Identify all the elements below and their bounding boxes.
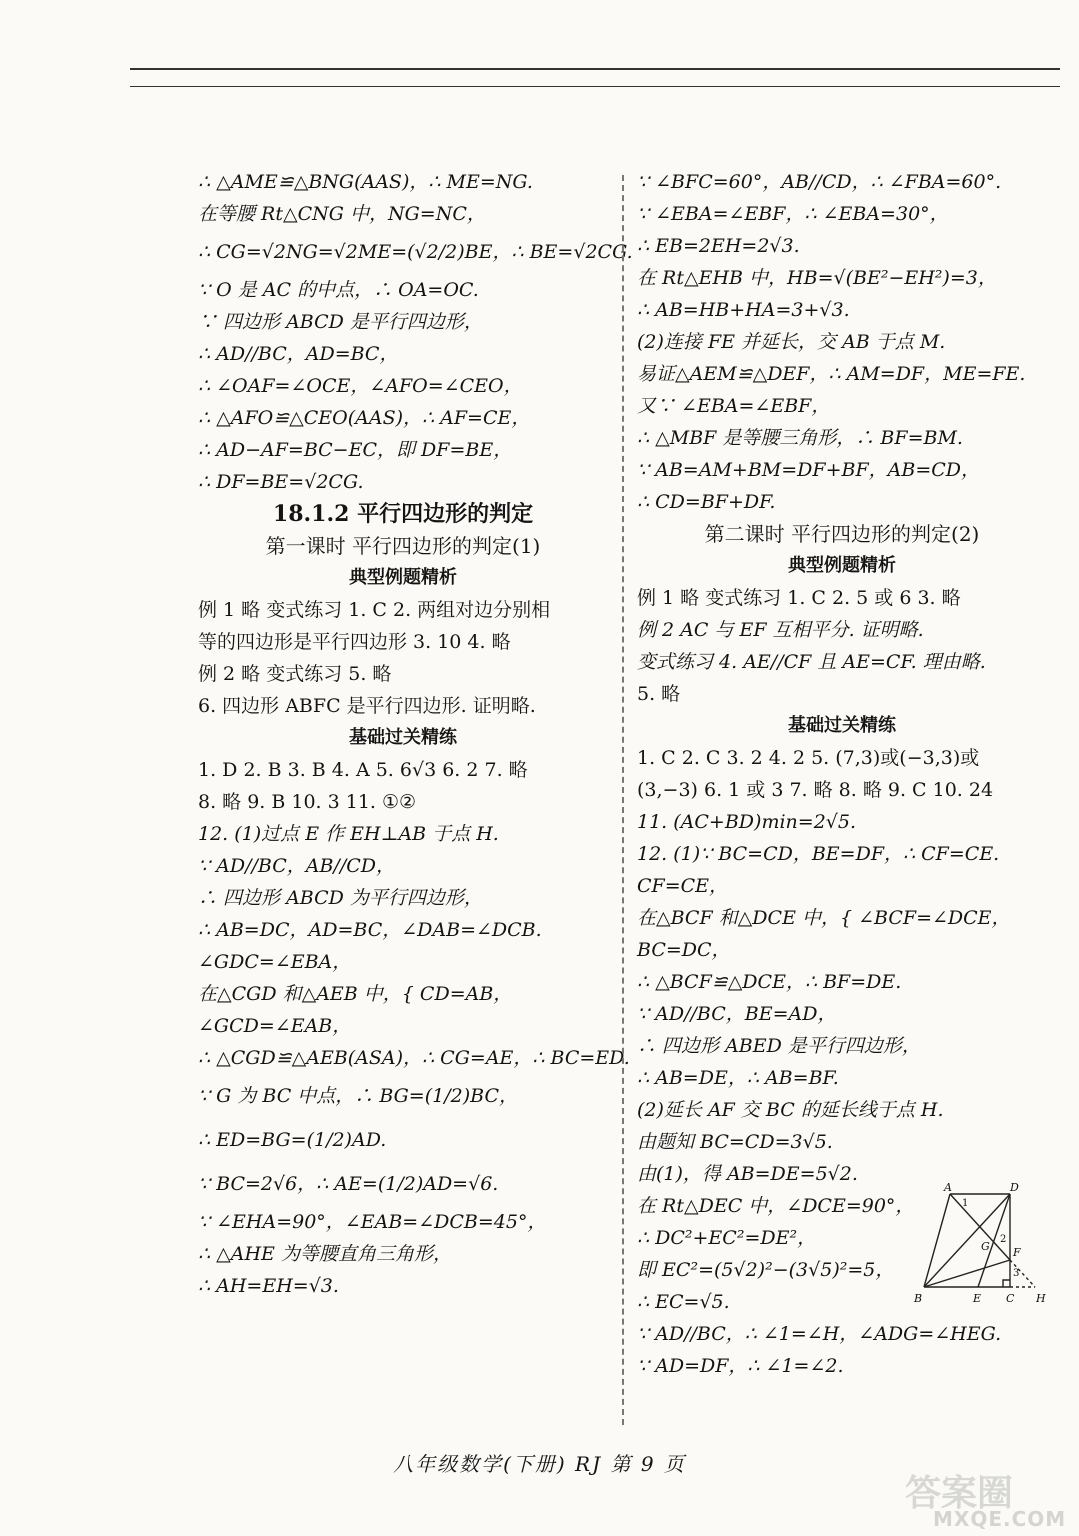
left-column-line: ∴ △AME≌△BNG(AAS)，∴ ME=NG. xyxy=(198,171,533,193)
right-column-line: 即 EC²=(5√2)²−(3√5)²=5， xyxy=(637,1259,895,1281)
right-column-line: ∵ AD//BC，∴ ∠1=∠H，∠ADG=∠HEG. xyxy=(637,1323,1002,1345)
left-column-line: 典型例题精析 xyxy=(349,567,457,588)
fig-label-1: 1 xyxy=(962,1198,969,1209)
right-column-line: ∵ AD=DF，∴ ∠1=∠2. xyxy=(637,1355,844,1377)
right-column-line: (2)延长 AF 交 BC 的延长线于点 H. xyxy=(637,1099,944,1121)
left-column-line: ∵ ∠EHA=90°，∠EAB=∠DCB=45°， xyxy=(198,1211,547,1233)
geometry-figure xyxy=(910,1182,1050,1312)
left-column-line: 在△CGD 和△AEB 中，{ CD=AB， xyxy=(198,983,513,1005)
right-column-line: ∴ CD=BF+DF. xyxy=(637,491,776,513)
right-column-line: 第二课时 平行四边形的判定(2) xyxy=(704,522,980,546)
right-column-line: 典型例题精析 xyxy=(788,555,896,576)
left-column-line: 6. 四边形 ABFC 是平行四边形. 证明略. xyxy=(198,695,536,717)
right-column-line: 12. (1)∵ BC=CD，BE=DF，∴ CF=CE. xyxy=(637,843,1000,865)
left-column-line: ∴ CG=√2NG=√2ME=(√2/2)BE，∴ BE=√2CG. xyxy=(198,241,633,263)
right-column-line: 易证△AEM≌△DEF，∴ AM=DF，ME=FE. xyxy=(637,363,1026,385)
fig-label-h: H xyxy=(1036,1292,1046,1305)
left-column-line: ∴ AD−AF=BC−EC，即 DF=BE， xyxy=(198,439,513,461)
right-column-line: BC=DC， xyxy=(637,939,731,961)
left-column-line: 12. (1)过点 E 作 EH⊥AB 于点 H. xyxy=(198,823,499,845)
fig-label-b: B xyxy=(914,1292,923,1305)
right-column-line: 在△BCF 和△DCE 中，{ ∠BCF=∠DCE， xyxy=(637,907,1011,929)
right-column-line: ∴ AB=HB+HA=3+√3. xyxy=(637,299,850,321)
left-column-line: ∴ △AFO≌△CEO(AAS)，∴ AF=CE， xyxy=(198,407,531,429)
right-column-line: ∴ AB=DE，∴ AB=BF. xyxy=(637,1067,839,1089)
fig-label-2: 2 xyxy=(1000,1234,1007,1245)
left-column-line: ∴ AD//BC，AD=BC， xyxy=(198,343,399,365)
left-column-line: ∵ AD//BC，AB//CD， xyxy=(198,855,395,877)
left-column-line: 在等腰 Rt△CNG 中，NG=NC， xyxy=(198,203,486,225)
left-column-line: 18.1.2 平行四边形的判定 xyxy=(272,501,534,527)
left-column-line: ∠GDC=∠EBA， xyxy=(198,951,352,973)
right-column-line: 变式练习 4. AE//CF 且 AE=CF. 理由略. xyxy=(637,651,986,673)
right-column-line: 由题知 BC=CD=3√5. xyxy=(637,1131,833,1153)
left-column-line: ∴ ∠OAF=∠OCE，∠AFO=∠CEO， xyxy=(198,375,523,397)
left-column-line: ∴ ED=BG=(1/2)AD. xyxy=(198,1129,387,1151)
right-column-line: ∴ △BCF≌△DCE，∴ BF=DE. xyxy=(637,971,902,993)
right-column-line: 在 Rt△EHB 中，HB=√(BE²−EH²)=3， xyxy=(637,267,997,289)
watermark-line1: 答案圈 xyxy=(905,1473,1014,1514)
right-column-line: ∵ ∠BFC=60°，AB//CD，∴ ∠FBA=60°. xyxy=(637,171,1002,193)
left-column-line: 例 1 略 变式练习 1. C 2. 两组对边分别相 xyxy=(198,599,551,621)
right-column-line: 例 1 略 变式练习 1. C 2. 5 或 6 3. 略 xyxy=(637,587,961,609)
right-column-line: (3,−3) 6. 1 或 3 7. 略 8. 略 9. C 10. 24 xyxy=(637,779,994,801)
left-column-line: ∴ 四边形 ABCD 为平行四边形， xyxy=(198,887,483,909)
left-column-line: 8. 略 9. B 10. 3 11. ①② xyxy=(198,791,417,813)
right-column-line: ∵ AB=AM+BM=DF+BF，AB=CD， xyxy=(637,459,981,481)
right-column-line: ∴ △MBF 是等腰三角形，∴ BF=BM. xyxy=(637,427,963,449)
column-divider xyxy=(622,175,624,1425)
right-column-line: 例 2 AC 与 EF 互相平分. 证明略. xyxy=(637,619,924,641)
header-rule-top xyxy=(130,68,1060,70)
left-column-line: 第一课时 平行四边形的判定(1) xyxy=(265,534,541,558)
left-column-line: ∴ AH=EH=√3. xyxy=(198,1275,339,1297)
page-footer: 八年级数学(下册) RJ 第 9 页 xyxy=(393,1452,686,1476)
fig-label-e: E xyxy=(973,1292,982,1305)
fig-label-3: 3 xyxy=(1013,1268,1020,1279)
right-column-line: 又∵ ∠EBA=∠EBF， xyxy=(637,395,831,417)
right-column-line: ∵ ∠EBA=∠EBF，∴ ∠EBA=30°， xyxy=(637,203,949,225)
left-column-line: ∵ G 为 BC 中点，∴ BG=(1/2)BC， xyxy=(198,1085,518,1107)
fig-right-angle xyxy=(1003,1280,1010,1287)
right-column-line: ∴ 四边形 ABED 是平行四边形， xyxy=(637,1035,921,1057)
left-column xyxy=(198,170,633,1306)
fig-label-f: F xyxy=(1013,1246,1021,1259)
right-column-line: ∴ DC²+EC²=DE²， xyxy=(637,1227,817,1249)
fig-label-c: C xyxy=(1006,1292,1015,1305)
right-column-line: ∴ EB=2EH=2√3. xyxy=(637,235,800,257)
left-column-line: ∵ BC=2√6，∴ AE=(1/2)AD=√6. xyxy=(198,1173,499,1195)
right-column-line: 11. (AC+BD)min=2√5. xyxy=(637,811,857,833)
right-column-line: (2)连接 FE 并延长，交 AB 于点 M. xyxy=(637,331,946,353)
watermark xyxy=(905,1465,1075,1535)
right-column-line: 1. C 2. C 3. 2 4. 2 5. (7,3)或(−3,3)或 xyxy=(637,747,980,769)
left-column-line: 等的四边形是平行四边形 3. 10 4. 略 xyxy=(198,631,511,653)
fig-label-a: A xyxy=(944,1182,952,1194)
watermark-line2: MXQE.COM xyxy=(933,1507,1067,1531)
right-column-line: ∵ AD//BC，BE=AD， xyxy=(637,1003,837,1025)
fig-label-g: G xyxy=(981,1240,990,1253)
header-rule-bottom xyxy=(130,86,1060,87)
left-column-line: ∴ AB=DC，AD=BC，∠DAB=∠DCB. xyxy=(198,919,542,941)
right-column-line: 5. 略 xyxy=(637,683,681,705)
right-column-line: ∴ EC=√5. xyxy=(637,1291,730,1313)
left-column-line: ∴ △AHE 为等腰直角三角形， xyxy=(198,1243,452,1265)
left-column-line: ∵ O 是 AC 的中点，∴ OA=OC. xyxy=(198,279,479,301)
left-column-line: ∠GCD=∠EAB， xyxy=(198,1015,352,1037)
left-column-line: ∵ 四边形 ABCD 是平行四边形， xyxy=(198,311,483,333)
right-column-line: CF=CE， xyxy=(637,875,729,897)
right-column-line: 在 Rt△DEC 中，∠DCE=90°， xyxy=(637,1195,915,1217)
right-column-line: 基础过关精练 xyxy=(788,715,896,736)
left-column-line: 基础过关精练 xyxy=(349,727,457,748)
left-column-line: 例 2 略 变式练习 5. 略 xyxy=(198,663,392,685)
left-column-line: ∴ △CGD≌△AEB(ASA)，∴ CG=AE，∴ BC=ED. xyxy=(198,1047,630,1069)
right-column-line: 由(1)，得 AB=DE=5√2. xyxy=(637,1163,858,1185)
fig-label-d: D xyxy=(1010,1182,1019,1194)
left-column-line: ∴ DF=BE=√2CG. xyxy=(198,471,364,493)
left-column-line: 1. D 2. B 3. B 4. A 5. 6√3 6. 2 7. 略 xyxy=(198,759,528,781)
